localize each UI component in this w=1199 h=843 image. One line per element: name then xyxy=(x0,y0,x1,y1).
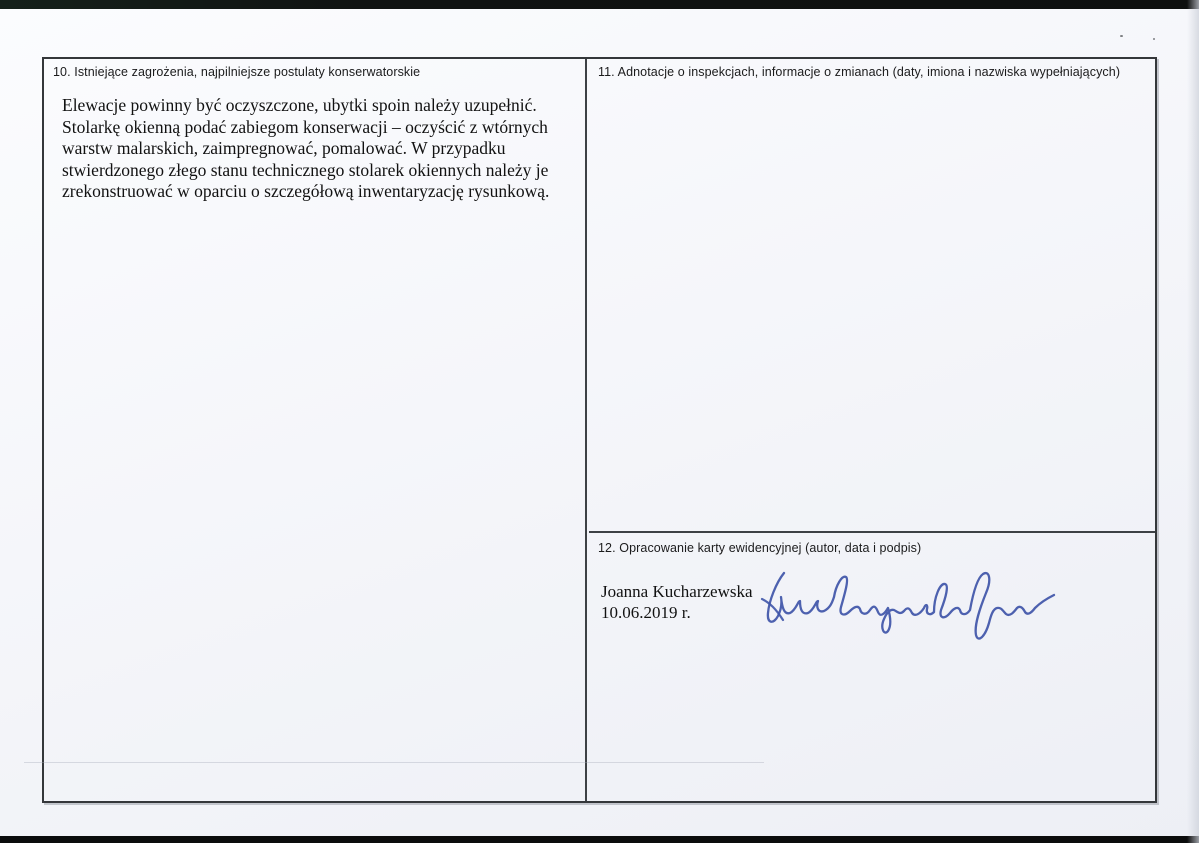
section-10-text-line: stwierdzonego złego stanu technicznego stolarek okiennych należy je xyxy=(62,159,549,180)
section-10-text xyxy=(62,95,549,203)
section-10-text-line: Stolarkę okienną podać zabiegom konserwacji – oczyścić z wtórnych xyxy=(62,116,548,137)
scan-edge-right xyxy=(1187,0,1199,843)
section-10-cell xyxy=(44,59,587,801)
form-table xyxy=(42,57,1157,803)
scan-speck xyxy=(1120,35,1123,37)
author-name: Joanna Kucharzewska xyxy=(601,582,753,601)
author-block xyxy=(601,581,753,623)
scan-edge-top xyxy=(0,0,1199,9)
scan-crease-line xyxy=(24,762,764,763)
signature-stroke xyxy=(768,573,1054,639)
section-12-label: 12. Opracowanie karty ewidencyjnej (autor, data i podpis) xyxy=(598,541,922,555)
section-10-text-line: warstw malarskich, zaimpregnować, pomalować. W przypadku xyxy=(62,138,506,159)
scan-edge-bottom xyxy=(0,836,1199,843)
author-date: 10.06.2019 r. xyxy=(601,603,691,622)
section-10-label: 10. Istniejące zagrożenia, najpilniejsze postulaty konserwatorskie xyxy=(53,65,421,79)
section-11-cell xyxy=(589,59,1155,533)
section-10-text-line: Elewacje powinny być oczyszczone, ubytki spoin należy uzupełnić. xyxy=(62,95,537,115)
scan-speck xyxy=(1153,38,1155,40)
section-10-text-line: zrekonstruować w oparciu o szczegółową inwentaryzację rysunkową. xyxy=(62,181,550,202)
section-11-label: 11. Adnotacje o inspekcjach, informacje o zmianach (daty, imiona i nazwiska wypełniających) xyxy=(598,65,1121,79)
handwritten-signature xyxy=(756,563,1056,647)
